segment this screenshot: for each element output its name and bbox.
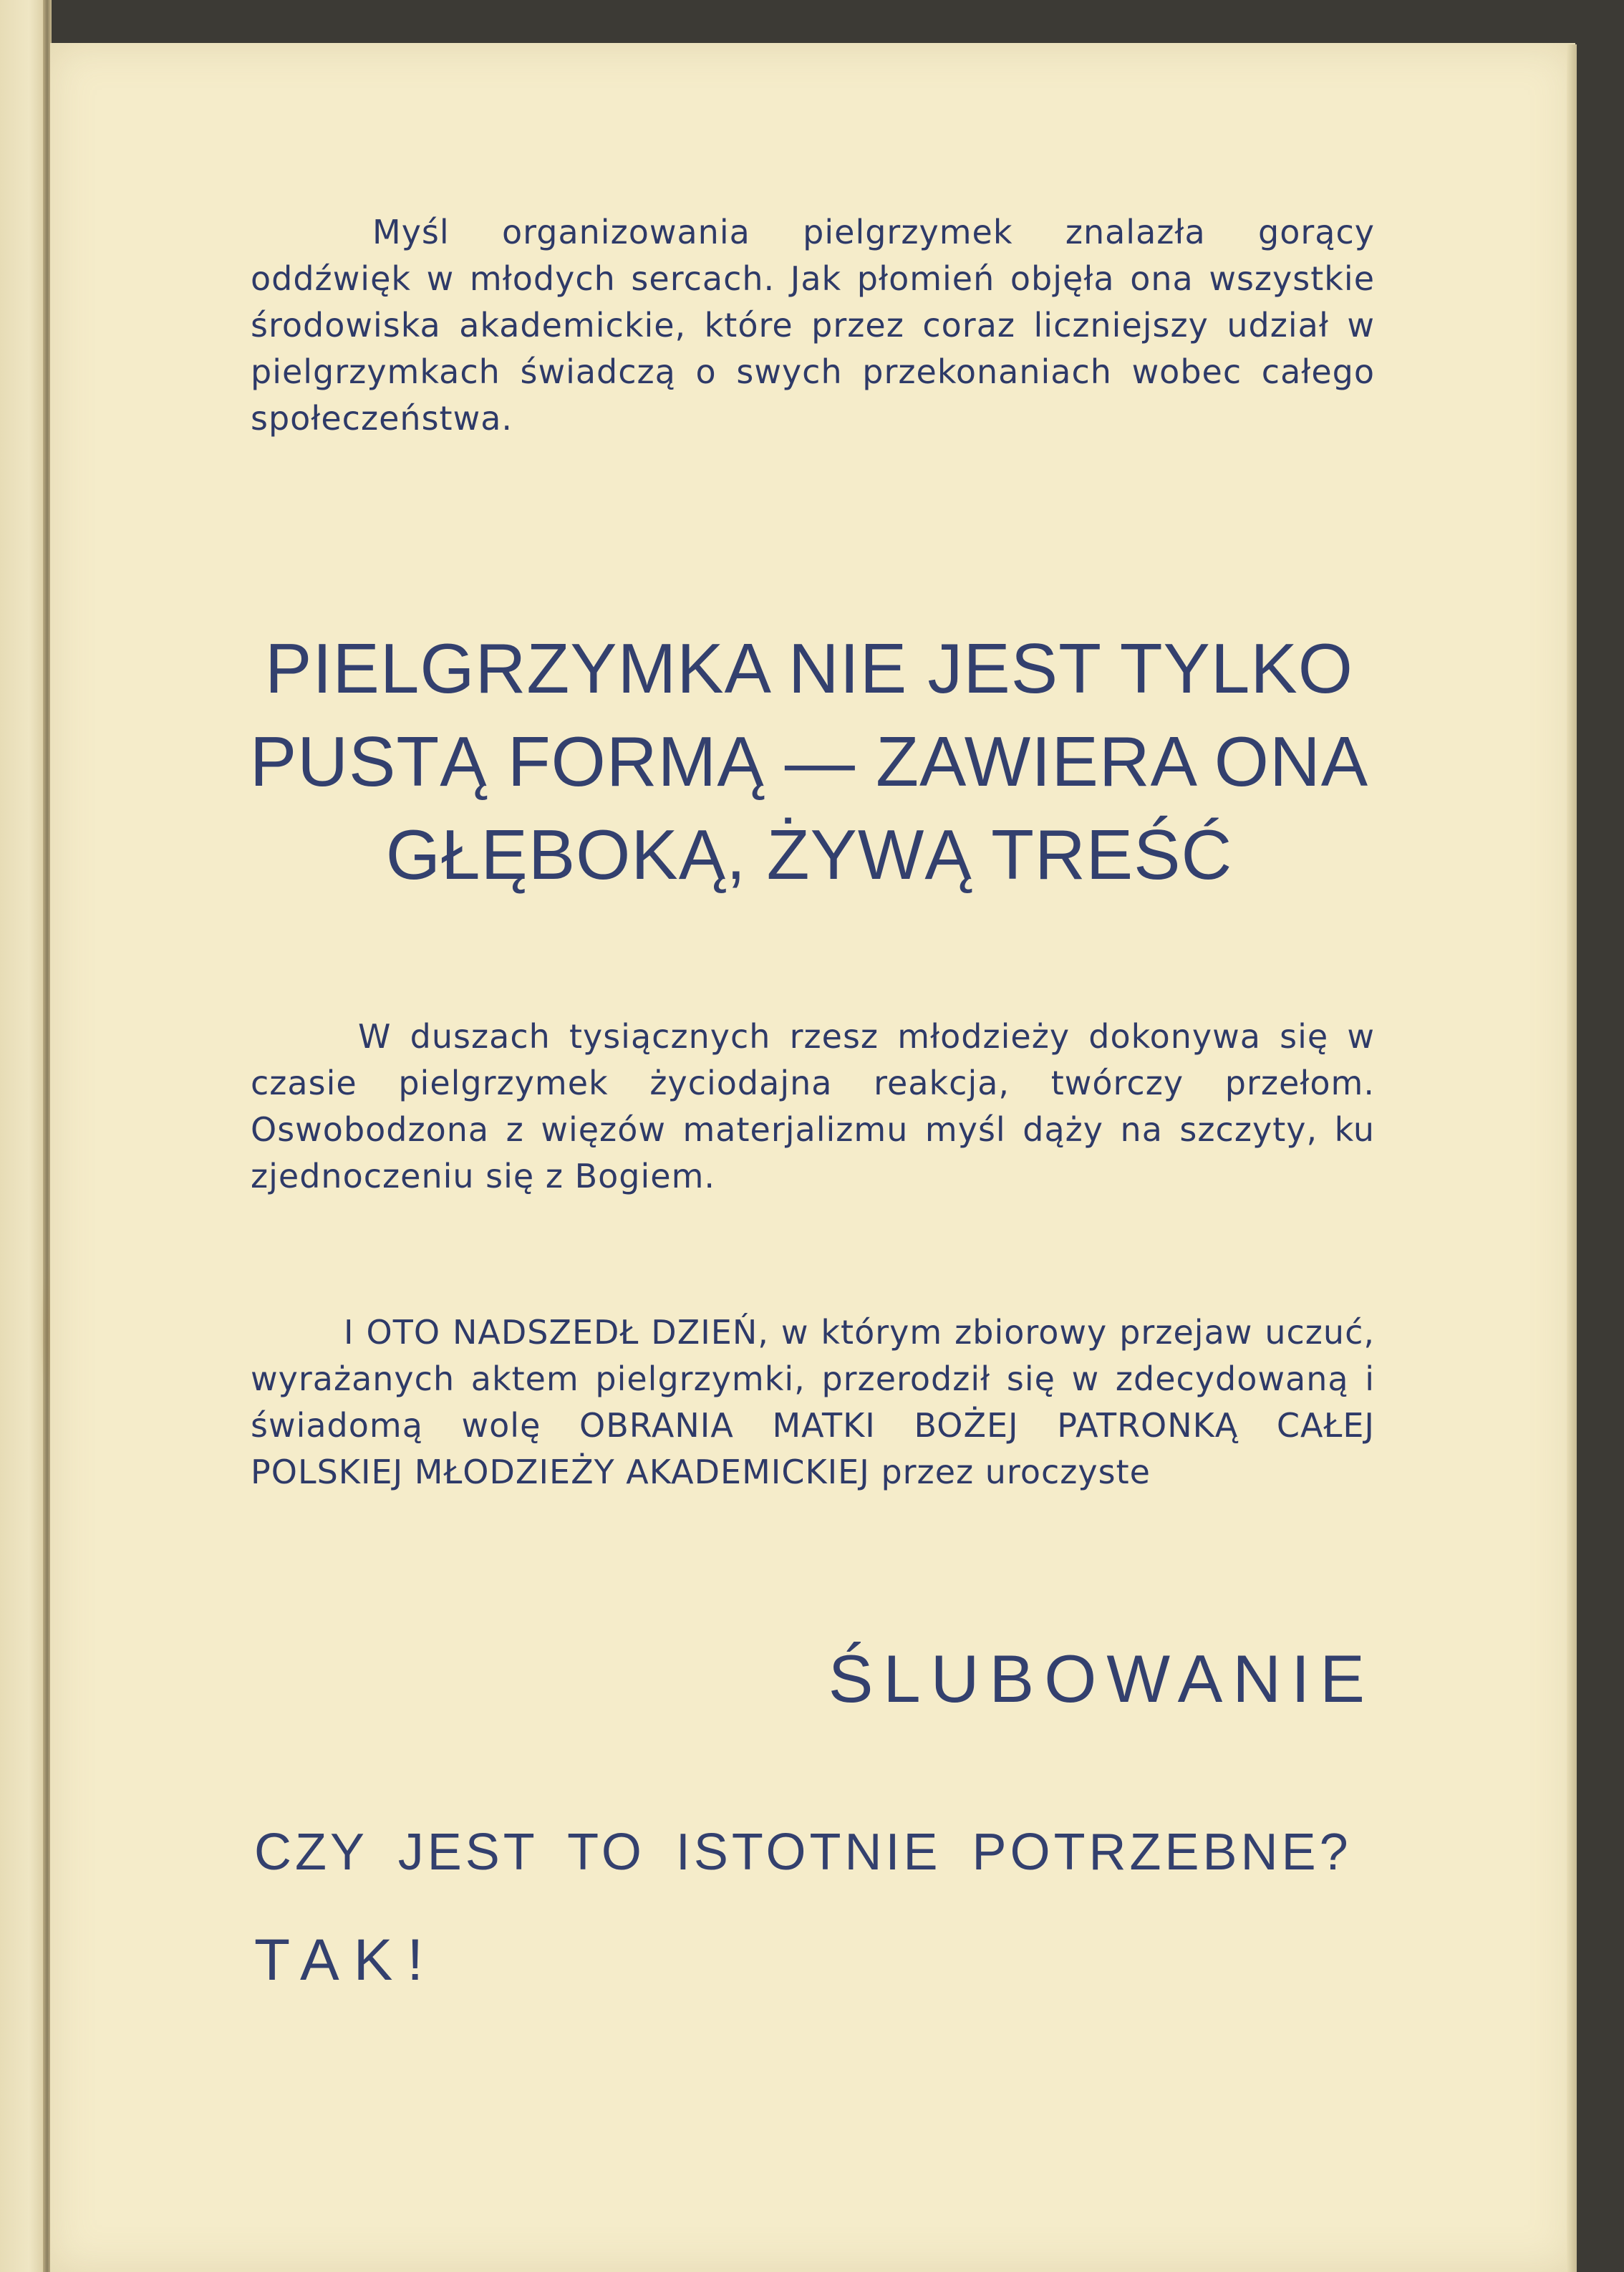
- paragraph-intro: Myśl organizowania pielgrzymek znalazła gorący oddźwięk w młodych sercach. Jak płomień objęła ona wszystkie środowiska akademickie, które przez coraz liczniejszy udział w pielgrzymkach świadczą o swych przekonaniach wobec całego społeczeństwa.: [251, 213, 1375, 438]
- paragraph-youth: W duszach tysiącznych rzesz młodzieży dokonywa się w czasie pielgrzymek życiodajna reakcja, twórczy przełom. Oswobodzona z więzów materjalizmu myśl dąży na szczyty, ku zjednoczeniu się z Bogiem.: [251, 1017, 1375, 1195]
- page-edge: [1567, 44, 1577, 2272]
- question-line: CZY JEST TO ISTOTNIE POTRZEBNE?: [254, 1824, 1352, 1881]
- previous-page-edge: [0, 0, 49, 2272]
- paragraph-vow-intro: I OTO NADSZEDŁ DZIEŃ, w którym zbiorowy przejaw uczuć, wyrażanych aktem pielgrzymki, przerodził się w zdecydowaną i świadomą wolę OBRANIA MATKI BOŻEJ PATRONKĄ CAŁEJ POLSKIEJ MŁODZIEŻY AKADEMICKIEJ przez uroczyste: [251, 1313, 1375, 1491]
- vow-heading: ŚLUBOWANIE: [828, 1641, 1375, 1716]
- main-heading: PIELGRZYMKA NIE JEST TYLKO PUSTĄ FORMĄ — ZAWIERA ONA GŁĘBOKĄ, ŻYWĄ TREŚĆ: [249, 629, 1369, 894]
- answer-line: TAK!: [254, 1927, 438, 1993]
